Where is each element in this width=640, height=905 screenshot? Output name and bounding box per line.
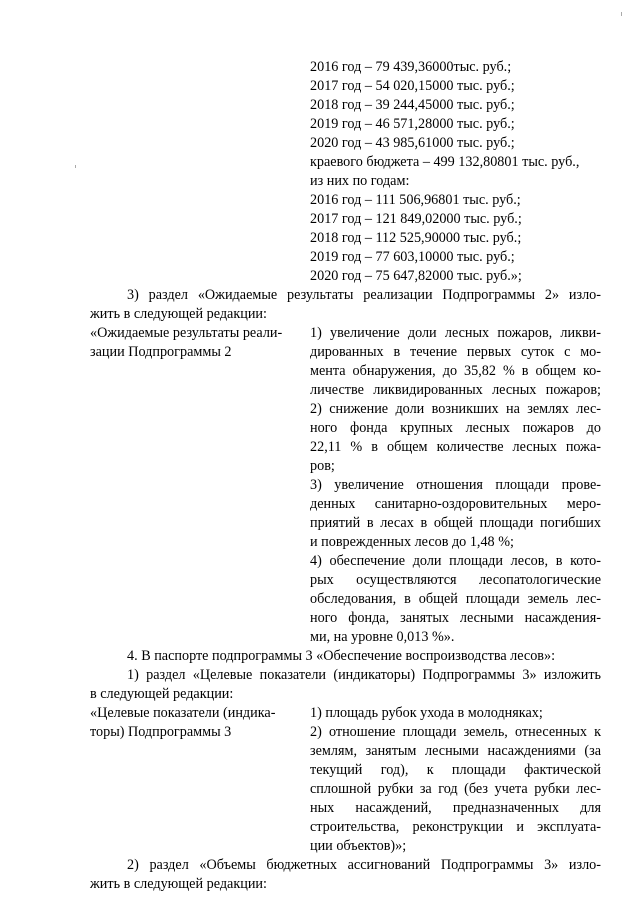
item4-sub2-cont: жить в следующей редакции: [90, 876, 267, 892]
regional-budget-total: краевого бюджета – 499 132,80801 тыс. руб., [310, 154, 580, 170]
result-line: мента обнаружения, до 35,82 % в общем ко- [310, 363, 601, 379]
regional-year-line: 2019 год – 77 603,10000 тыс. руб.; [310, 249, 515, 265]
item4-left-label: торы) Подпрограммы 3 [90, 724, 232, 740]
budget-year-line: 2018 год – 39 244,45000 тыс. руб.; [310, 97, 515, 113]
result-line: 3) увеличение отношения площади прове- [310, 477, 601, 493]
item4-sub2: 2) раздел «Объемы бюджетных ассигнований Подпрограммы 3» изло- [127, 857, 601, 873]
result-line: 2) снижение доли возникших на землях лес- [310, 401, 601, 417]
indicator-line: ции объектов)»; [310, 838, 407, 854]
budget-year-line: 2016 год – 79 439,36000тыс. руб.; [310, 59, 512, 75]
result-line: обследования, в общей площади земель лес- [310, 591, 601, 607]
result-line: дированных в течение первых суток с мо- [310, 344, 601, 360]
indicator-line: 2) отношение площади земель, отнесенных к [310, 724, 601, 740]
regional-year-line: 2020 год – 75 647,82000 тыс. руб.»; [310, 268, 522, 284]
indicator-line: 1) площадь рубок ухода в молодняках; [310, 705, 543, 721]
budget-year-line: 2019 год – 46 571,28000 тыс. руб.; [310, 116, 515, 132]
result-line: приятий в лесах в общей площади погибших [310, 515, 601, 531]
item4-heading: 4. В паспорте подпрограммы 3 «Обеспечение воспроизводства лесов»: [127, 648, 556, 664]
budget-year-line: 2020 год – 43 985,61000 тыс. руб.; [310, 135, 515, 151]
item4-left-label: «Целевые показатели (индика- [90, 705, 276, 721]
section3-left-label: «Ожидаемые результаты реали- [90, 325, 283, 341]
result-line: и поврежденных лесов до 1,48 %; [310, 534, 514, 550]
result-line: рых осуществляются лесопатологические [310, 572, 601, 588]
section3-left-label: зации Подпрограммы 2 [90, 344, 232, 360]
budget-year-line: 2017 год – 54 020,15000 тыс. руб.; [310, 78, 515, 94]
indicator-line: строительства, реконструкции и эксплуата- [310, 819, 601, 835]
result-line: 4) обеспечение доли площади лесов, в кото- [310, 553, 601, 569]
indicator-line: текущий год), к площади фактической [310, 762, 601, 778]
result-line: 1) увеличение доли лесных пожаров, ликви- [310, 325, 601, 341]
item4-sub1: 1) раздел «Целевые показатели (индикаторы) Подпрограммы 3» изложить [127, 667, 601, 683]
result-line: личестве ликвидированных лесных пожаров; [310, 382, 601, 398]
indicator-line: сплошной рубки за год (без учета рубки лес- [310, 781, 601, 797]
regional-year-line: 2016 год – 111 506,96801 тыс. руб.; [310, 192, 521, 208]
scan-mark [621, 12, 622, 16]
regional-year-line: 2017 год – 121 849,02000 тыс. руб.; [310, 211, 522, 227]
item4-sub1-cont: в следующей редакции: [90, 686, 234, 702]
result-line: 22,11 % в общем количестве лесных пожа- [310, 439, 601, 455]
indicator-line: ных насаждений, предназначенных для [310, 800, 601, 816]
indicator-line: землям, занятым лесными насаждениями (за [310, 743, 601, 759]
result-line: ного фонда крупных лесных пожаров до [310, 420, 601, 436]
result-line: ного фонда, занятых лесными насаждения- [310, 610, 601, 626]
regional-budget-by-years: из них по годам: [310, 173, 410, 189]
scan-mark [75, 165, 76, 168]
section3-heading: 3) раздел «Ожидаемые результаты реализации Подпрограммы 2» изло- [127, 287, 601, 303]
section3-heading-cont: жить в следующей редакции: [90, 306, 267, 322]
result-line: ми, на уровне 0,013 %». [310, 629, 455, 645]
result-line: ров; [310, 458, 335, 474]
regional-year-line: 2018 год – 112 525,90000 тыс. руб.; [310, 230, 522, 246]
result-line: денных санитарно-оздоровительных меро- [310, 496, 601, 512]
